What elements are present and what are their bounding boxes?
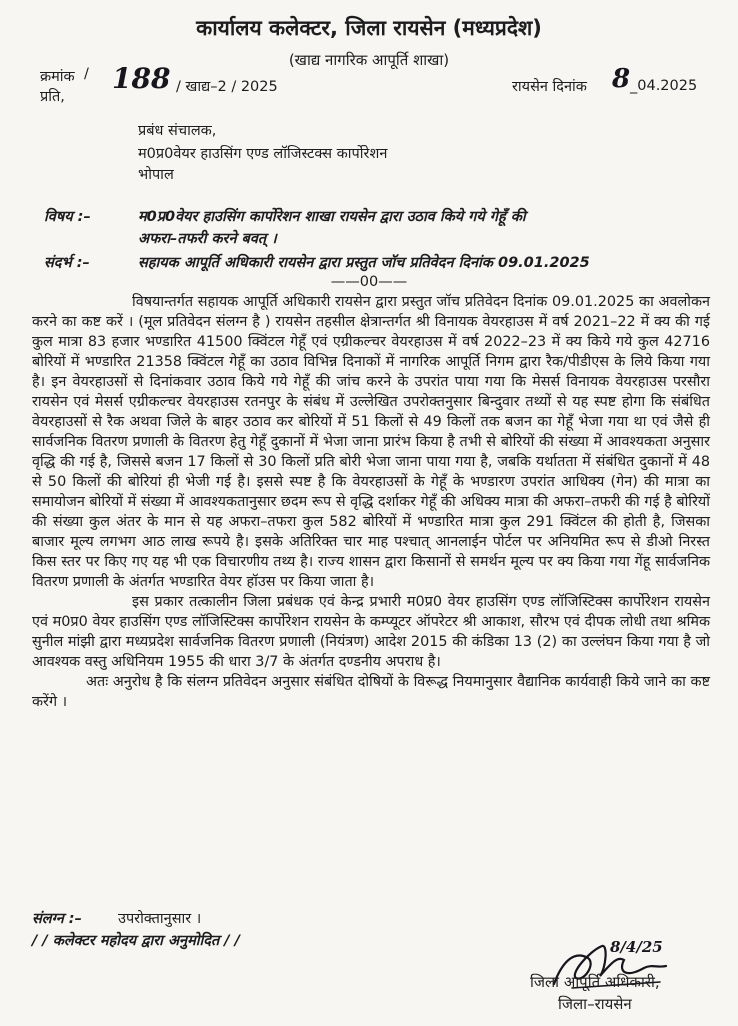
subject-label: विषय :– <box>44 209 91 225</box>
approval-note: / / कलेक्टर महोदय द्वारा अनुमोदित / / <box>32 933 240 949</box>
addressee-line-2: म0प्र0वेयर हाउसिंग एण्ड लॉजिस्टक्स कार्पोरेशन <box>138 146 388 162</box>
date-prefix: रायसेन दिनांक <box>512 79 587 95</box>
prati-label: प्रति, <box>40 89 65 105</box>
paragraph-3: अतः अनुरोध है कि संलग्न प्रतिवेदन अनुसार संबंधित दोषियों के विरूद्ध नियमानुसार वैद्यानिक कार्यवाही किये जाने का कष्ट करेंगे । <box>32 674 710 710</box>
paragraph-2: इस प्रकार तत्कालीन जिला प्रबंधक एवं केन्द्र प्रभारी म0प्र0 वेयर हाउसिंग एण्ड लॉजिस्टिक्स कार्पोरेशन रायसेन एवं म0प्र0 वेयर हाउसिंग एण्ड लॉजिस्टिक्स कार्पोरेशन रायसेन के कम्प्यूटर ऑपरेटर श्री आकाश, सौरभ एवं दीपक लोधी तथा श्रमिक सुनील मांझी द्वारा मध्यप्रदेश सार्वजनिक वितरण प्रणाली (नियंत्रण) आदेश 2015 की कंडिका 13 (2) का उल्लंघन किया गया है जो आवश्यक वस्तु अधिनियम 1955 की धारा 3/7 के अंतर्गत दण्डनीय अपराध है। <box>32 594 710 670</box>
signature-date: 8/4/25 <box>610 938 663 956</box>
enclosure-text: उपरोक्तानुसार । <box>118 911 202 927</box>
separator: ——00—— <box>330 274 408 290</box>
subject-line-1: म0प्र0वेयर हाउसिंग कार्पोरेशन शाखा रायसेन द्वारा उठाव किये गये गेहूँ की <box>138 209 526 225</box>
ref-number-suffix: / खाद्य–2 / 2025 <box>176 79 278 95</box>
slash-mark: / <box>84 66 89 82</box>
officer-designation: जिला आपूर्ति अधिकारी, <box>530 973 660 991</box>
handwritten-ref-number: 188 <box>112 62 171 95</box>
date-suffix: _04.2025 <box>630 78 698 94</box>
branch-subtitle: (खाद्य नागरिक आपूर्ति शाखा) <box>288 51 450 69</box>
officer-place: जिला–रायसेन <box>558 995 632 1013</box>
reference-label: संदर्भ :– <box>44 255 90 271</box>
kramank-label: क्रमांक <box>40 69 75 85</box>
office-title: कार्यालय कलेक्टर, जिला रायसेन (मध्यप्रदेश) <box>196 16 542 40</box>
letter-body <box>32 292 710 712</box>
addressee-line-1: प्रबंध संचालक, <box>138 123 217 139</box>
paragraph-1: विषयान्तर्गत सहायक आपूर्ति अधिकारी रायसेन द्वारा प्रस्तुत जॉच प्रतिवेदन दिनांक 09.01.2025 का अवलोकन करने का कष्ट करें । (मूल प्रतिवेदन संलग्न है ) रायसेन तहसील क्षेत्रान्तर्गत श्री विनायक वेयरहाउस में वर्ष 2021–22 में क्य की गई कुल मात्रा 83 हजार भण्डारित 41500 क्विंटल गेहूँ एवं एग्रीकल्चर वेयरहाउस में वर्ष 2022–23 में क्य किये गये कुल 42716 बोरियों में भण्डारित 21358 क्विंटल गेहूँ का उठाव विभिन्न दिनाकों में नागरिक आपूर्ति निगम द्वारा रैक/पीडीएस के लिये किया गया है। इन वेयरहाउसों से दिनांकवार उठाव किये गये गेहूँ की जांच करने के उपरांत पाया गया कि मेसर्स विनायक वेयरहाउस परसौरा रायसेन एवं मेसर्स एग्रीकल्चर वेयरहाउस रतनपुर के संबंध में उल्लेखित उपरोक्तनुसार बिन्दुवार तथ्यों से यह स्पष्ट होगा कि संबंधित वेयरहाउसों से रैक अथवा जिले के बाहर उठाव कर बोरियों में 51 किलों से 49 किलों तक बजन का गेहूँ भेजा गया था एवं जैसे ही सार्वजनिक वितरण प्रणाली के वितरण हेतु गेहूँ दुकानों में भेजा जाना प्रारंभ किया है तभी से बोरियों की संख्या में आवश्यकता अनुसार वृद्धि की गई है, जिससे बजन 17 किलों से 30 किलों प्रति बोरी भेजा जाना पाया गया है, जबकि यर्थातता में संबंधित दुकानों में 48 से 50 किलों की बोरियां ही भेजी गई है। इससे स्पष्ट है कि वेयरहाउसों के गेहूँ के भण्डारण उपरांत आधिक्य (गेन) की मात्रा का समायोजन बोरियों में संख्या में आवश्यकतानुसार छदम रूप से वृद्धि दर्शाकर गेहूँ की अधिक्य मात्रा की अफरा–तफरी की गई है बोरियों की संख्या कुल अंतर के मान से यह अफरा–तफरा कुल 582 बोरियों में भण्डारित मात्रा कुल 291 क्विंटल की होती है, जिसका बाजार मूल्य लगभग आठ लाख रूपये है। इसके अतिरिक्त चार माह पश्चात् आनलाईन पोर्टल पर अनियमित रूप से डीओ निरस्त किस स्तर पर किए गए यह भी एक विचारणीय तथ्य है। राज्य शासन द्वारा किसानों से समर्थन मूल्य पर क्य किया गया गेंहू सार्वजनिक वितरण प्रणाली के अंतर्गत भण्डारित वेयर हॉउस पर किया जाता है। <box>32 294 711 590</box>
reference-text: सहायक आपूर्ति अधिकारी रायसेन द्वारा प्रस्तुत जॉच प्रतिवेदन दिनांक 09.01.2025 <box>138 255 590 271</box>
addressee-line-3: भोपाल <box>138 167 174 183</box>
enclosure-label: संलग्न :– <box>32 911 82 927</box>
handwritten-date-day: 8 <box>612 64 631 94</box>
subject-line-2: अफरा–तफरी करने बवत् । <box>138 231 277 247</box>
